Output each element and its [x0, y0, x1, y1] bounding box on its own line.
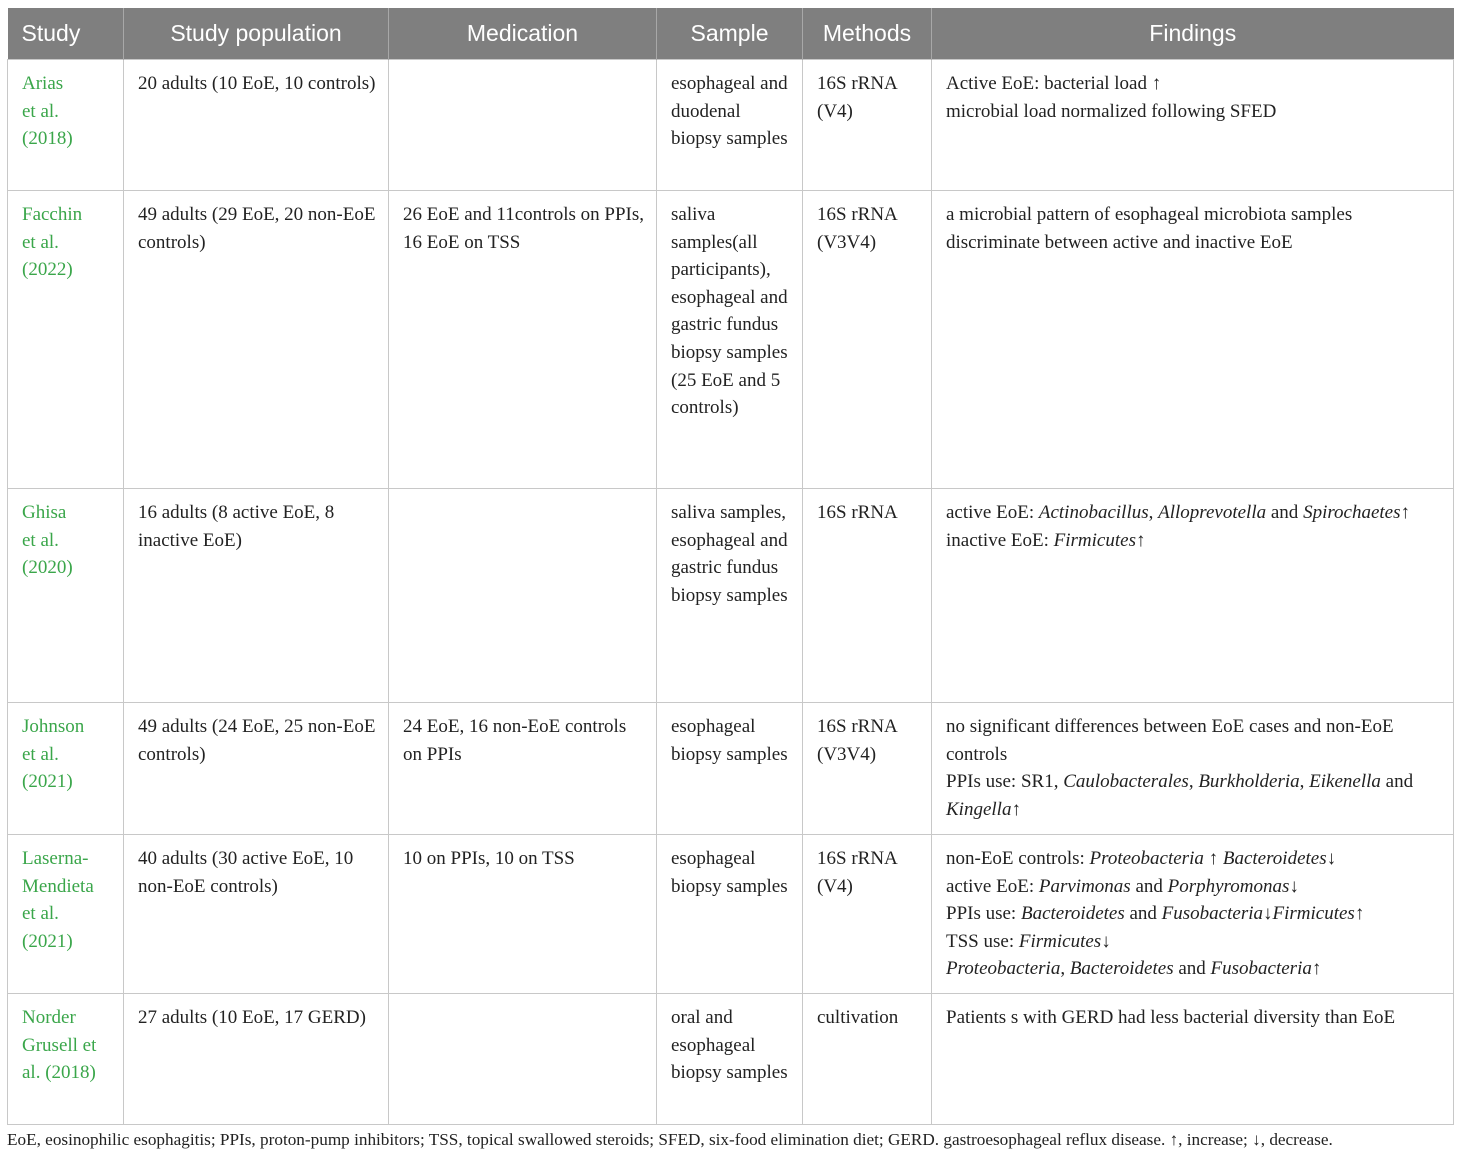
- findings-text: ,: [1148, 502, 1159, 523]
- taxon-name: Bacteroidetes: [1020, 903, 1125, 925]
- medication-cell: [389, 489, 657, 703]
- table-header: [8, 8, 1454, 60]
- findings-line: [946, 845, 1443, 873]
- findings-text: active EoE:: [946, 875, 1039, 897]
- study-citation-line: Facchin: [22, 204, 83, 225]
- study-citation-line: (2018): [22, 128, 73, 150]
- study-citation-link[interactable]: [8, 191, 124, 489]
- findings-text: and: [1380, 771, 1414, 793]
- taxon-name: Parvimonas: [1038, 875, 1131, 897]
- findings-line: [946, 1004, 1443, 1032]
- findings-line: [946, 873, 1443, 901]
- methods-cell: 16S rRNA (V3V4): [803, 703, 932, 835]
- table-footnote: EoE, eosinophilic esophagitis; PPIs, proton-pump inhibitors; TSS, topical swallowed steroids; SFED, six-food elimination diet; GERD. gastroesophageal reflux disease. ↑, increase; ↓, decrease.: [7, 1130, 1333, 1149]
- findings-line: [946, 499, 1443, 527]
- findings-line: [946, 70, 1443, 98]
- taxon-name: Firmicutes: [1018, 930, 1102, 952]
- findings-text: inactive EoE:: [946, 529, 1054, 551]
- taxon-name: Fusobacteria: [1210, 958, 1312, 980]
- findings-text: ↓: [1101, 930, 1111, 952]
- header-study: Study: [8, 8, 124, 60]
- taxon-name: Kingella: [946, 798, 1012, 820]
- taxon-name: Bacteroidetes: [1069, 958, 1174, 980]
- findings-text: ↑: [1011, 798, 1021, 820]
- findings-text: no significant differences between EoE cases and non-EoE controls: [946, 716, 1394, 765]
- findings-cell: [932, 703, 1454, 835]
- findings-text: ↑: [1311, 958, 1322, 980]
- methods-cell: cultivation: [803, 994, 932, 1125]
- findings-text: non-EoE controls:: [946, 848, 1090, 869]
- methods-cell: 16S rRNA (V4): [803, 60, 932, 191]
- findings-text: ,: [1299, 771, 1310, 793]
- header-medication: Medication: [389, 8, 657, 60]
- medication-cell: [389, 60, 657, 191]
- findings-text: ↓: [1326, 848, 1337, 869]
- study-citation-line: Laserna-: [22, 848, 89, 869]
- study-citation-line: Arias: [22, 73, 64, 94]
- study-citation-line: et al.: [22, 529, 59, 551]
- taxon-name: Eikenella: [1309, 771, 1381, 793]
- header-sample: Sample: [657, 8, 803, 60]
- study-citation-line: et al.: [22, 903, 59, 925]
- study-citation-line: Johnson: [22, 716, 85, 737]
- findings-text: ,: [1060, 958, 1070, 980]
- table-row: [8, 489, 1454, 703]
- study-citation-line: Grusell et: [22, 1034, 97, 1056]
- study-citation-line: (2021): [22, 930, 73, 952]
- sample-cell: esophageal and duodenal biopsy samples: [657, 60, 803, 191]
- study-citation-line: et al.: [22, 231, 59, 253]
- table-body: [8, 60, 1454, 1125]
- findings-line: [946, 955, 1443, 983]
- study-citation-link[interactable]: [8, 489, 124, 703]
- methods-cell: 16S rRNA (V3V4): [803, 191, 932, 489]
- table-row: [8, 703, 1454, 835]
- findings-text: PPIs use: SR1,: [946, 771, 1064, 793]
- medication-cell: 26 EoE and 11controls on PPIs, 16 EoE on TSS: [389, 191, 657, 489]
- findings-text: TSS use:: [946, 930, 1019, 952]
- study-population-cell: 16 adults (8 active EoE, 8 inactive EoE): [124, 489, 389, 703]
- taxon-name: Porphyromonas: [1167, 875, 1290, 897]
- findings-text: Patients s with GERD had less bacterial diversity than EoE: [946, 1007, 1396, 1028]
- findings-cell: [932, 60, 1454, 191]
- taxon-name: Fusobacteria: [1161, 903, 1263, 925]
- study-citation-line: (2021): [22, 771, 73, 793]
- taxon-name: Firmicutes: [1053, 529, 1136, 551]
- findings-line: [946, 98, 1443, 126]
- study-citation-line: al. (2018): [22, 1062, 96, 1084]
- findings-cell: [932, 191, 1454, 489]
- table-row: [8, 835, 1454, 994]
- study-population-cell: 40 adults (30 active EoE, 10 non-EoE controls): [124, 835, 389, 994]
- study-population-cell: 27 adults (10 EoE, 17 GERD): [124, 994, 389, 1125]
- findings-text: a microbial pattern of esophageal microbiota samples discriminate between active and inactive EoE: [946, 204, 1353, 253]
- findings-text: PPIs use:: [946, 903, 1021, 925]
- findings-line: [946, 201, 1443, 256]
- study-citation-line: et al.: [22, 100, 59, 122]
- header-study-population: Study population: [124, 8, 389, 60]
- sample-cell: saliva samples, esophageal and gastric fundus biopsy samples: [657, 489, 803, 703]
- medication-cell: 24 EoE, 16 non-EoE controls on PPIs: [389, 703, 657, 835]
- findings-text: Active EoE: bacterial load ↑: [946, 73, 1162, 94]
- findings-text: active EoE:: [946, 502, 1039, 523]
- methods-cell: 16S rRNA: [803, 489, 932, 703]
- study-citation-line: Mendieta: [22, 875, 94, 897]
- findings-text: ↓: [1289, 875, 1299, 897]
- findings-text: and: [1173, 958, 1211, 980]
- findings-text: microbial load normalized following SFED: [946, 100, 1277, 122]
- taxon-name: Alloprevotella: [1158, 502, 1267, 523]
- study-citation-line: (2020): [22, 557, 73, 579]
- sample-cell: saliva samples(all participants), esophageal and gastric fundus biopsy samples (25 EoE and 5 controls): [657, 191, 803, 489]
- study-population-cell: 49 adults (24 EoE, 25 non-EoE controls): [124, 703, 389, 835]
- taxon-name: Proteobacteria: [946, 958, 1061, 980]
- medication-cell: [389, 994, 657, 1125]
- taxon-name: Firmicutes: [1272, 903, 1355, 925]
- findings-text: ↓: [1263, 903, 1273, 925]
- findings-text: ↑: [1135, 529, 1146, 551]
- findings-text: ↑: [1203, 848, 1223, 869]
- findings-text: and: [1124, 903, 1162, 925]
- sample-cell: esophageal biopsy samples: [657, 835, 803, 994]
- study-population-cell: 20 adults (10 EoE, 10 controls): [124, 60, 389, 191]
- study-citation-link[interactable]: [8, 994, 124, 1125]
- findings-cell: [932, 489, 1454, 703]
- findings-text: and: [1266, 502, 1304, 523]
- study-citation-link[interactable]: [8, 60, 124, 191]
- table-row: [8, 60, 1454, 191]
- studies-table: [7, 8, 1454, 1125]
- taxon-name: Bacteroidetes: [1222, 848, 1327, 869]
- header-findings: Findings: [932, 8, 1454, 60]
- study-citation-link[interactable]: [8, 703, 124, 835]
- findings-cell: [932, 994, 1454, 1125]
- study-citation-line: Norder: [22, 1007, 76, 1028]
- findings-text: ,: [1188, 771, 1199, 793]
- taxon-name: Actinobacillus: [1038, 502, 1149, 523]
- findings-text: ↑: [1354, 903, 1365, 925]
- header-row: [8, 8, 1454, 60]
- taxon-name: Proteobacteria: [1089, 848, 1204, 869]
- table-row: [8, 994, 1454, 1125]
- findings-text: ↑: [1400, 502, 1411, 523]
- findings-line: [946, 928, 1443, 956]
- taxon-name: Spirochaetes: [1303, 502, 1401, 523]
- medication-cell: 10 on PPIs, 10 on TSS: [389, 835, 657, 994]
- taxon-name: Burkholderia: [1198, 771, 1300, 793]
- findings-line: [946, 768, 1443, 823]
- findings-line: [946, 713, 1443, 768]
- study-citation-line: (2022): [22, 259, 73, 281]
- taxon-name: Caulobacterales: [1063, 771, 1189, 793]
- findings-line: [946, 900, 1443, 928]
- sample-cell: esophageal biopsy samples: [657, 703, 803, 835]
- findings-cell: [932, 835, 1454, 994]
- study-citation-link[interactable]: [8, 835, 124, 994]
- study-citation-line: et al.: [22, 743, 59, 765]
- study-citation-line: Ghisa: [22, 502, 67, 523]
- methods-cell: 16S rRNA (V4): [803, 835, 932, 994]
- header-methods: Methods: [803, 8, 932, 60]
- table-row: [8, 191, 1454, 489]
- sample-cell: oral and esophageal biopsy samples: [657, 994, 803, 1125]
- findings-line: [946, 527, 1443, 555]
- study-population-cell: 49 adults (29 EoE, 20 non-EoE controls): [124, 191, 389, 489]
- findings-text: and: [1130, 875, 1168, 897]
